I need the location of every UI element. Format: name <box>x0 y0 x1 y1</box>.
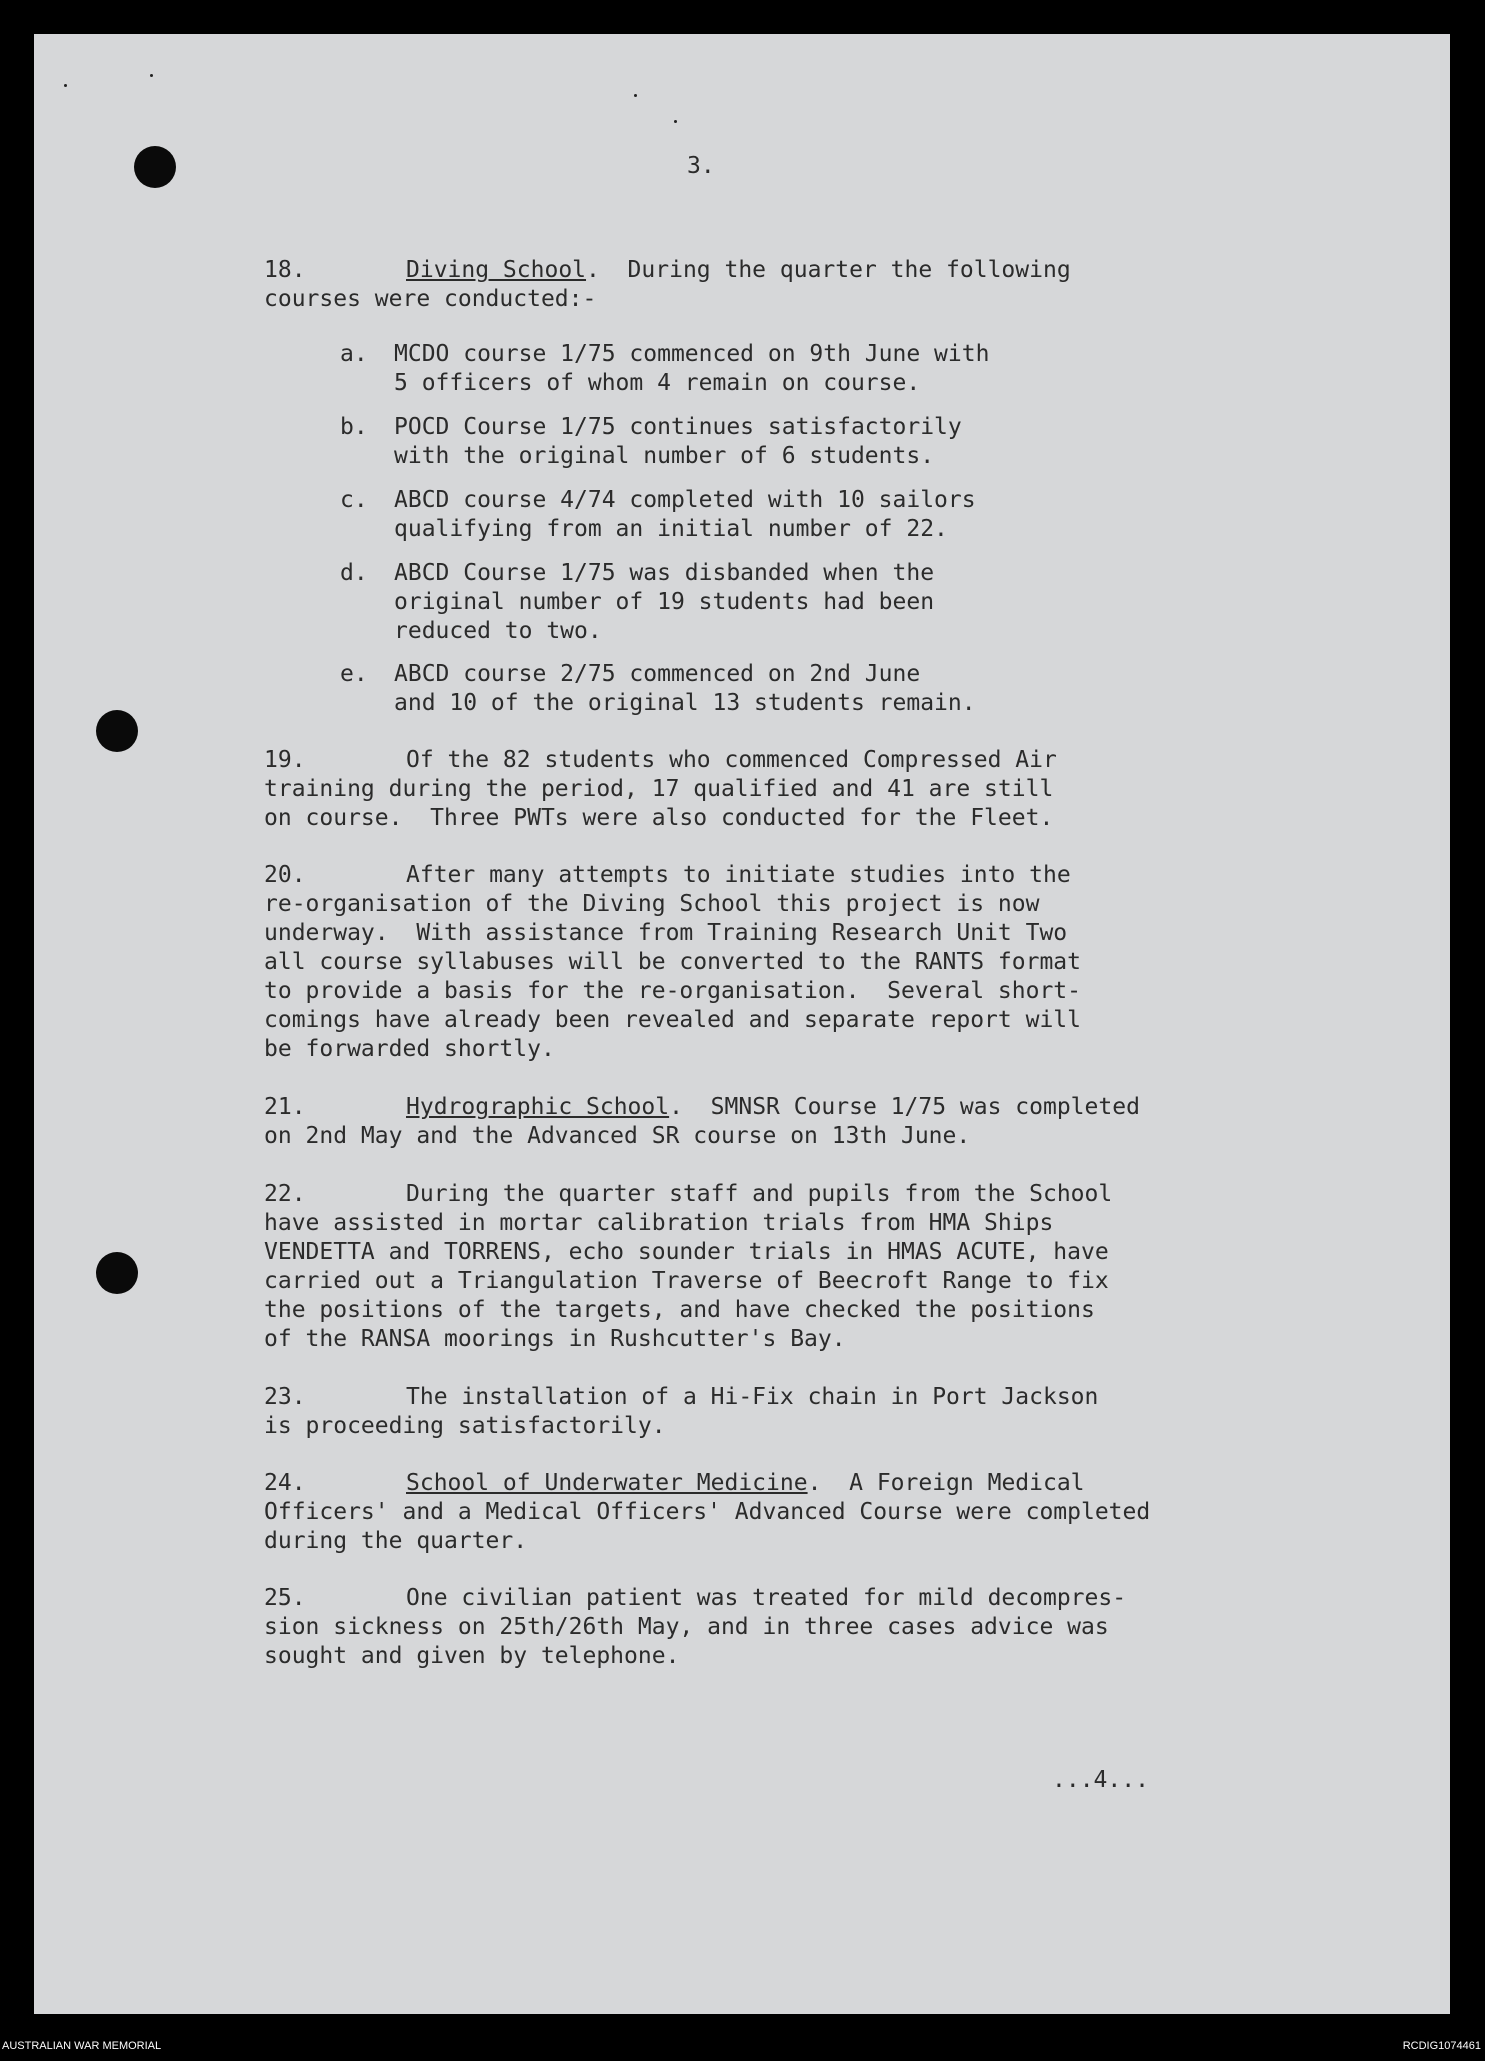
footer-institution: AUSTRALIAN WAR MEMORIAL <box>2 2040 162 2052</box>
list-letter: c. <box>340 487 368 513</box>
list-text: reduced to two. <box>394 618 602 644</box>
list-text: original number of 19 students had been <box>394 589 935 615</box>
paragraph-24 <box>264 1470 1264 1557</box>
speck <box>674 120 677 123</box>
paragraph-number: 22. <box>264 1181 306 1207</box>
paragraph-text: carried out a Triangulation Traverse of Beecroft Range to fix <box>264 1268 1109 1294</box>
paragraph-23 <box>264 1384 1264 1442</box>
paragraph-number: 25. <box>264 1585 306 1611</box>
paragraph-text: have assisted in mortar calibration trials from HMA Ships <box>264 1210 1054 1236</box>
paragraph-number: 18. <box>264 257 306 283</box>
list-text: and 10 of the original 13 students remain. <box>394 690 976 716</box>
list-text: ABCD course 4/74 completed with 10 sailors <box>394 487 976 513</box>
paragraph-text: of the RANSA moorings in Rushcutter's Bay. <box>264 1326 846 1352</box>
list-text: MCDO course 1/75 commenced on 9th June with <box>394 341 990 367</box>
paragraph-text: The installation of a Hi-Fix chain in Port Jackson <box>406 1384 1099 1410</box>
list-item <box>340 487 976 545</box>
list-text: ABCD Course 1/75 was disbanded when the <box>394 560 935 586</box>
speck <box>150 74 153 77</box>
page-number: 3. <box>687 153 715 179</box>
list-letter: a. <box>340 341 368 367</box>
speck <box>634 94 637 97</box>
speck <box>64 84 67 87</box>
paragraph-text: Of the 82 students who commenced Compressed Air <box>406 747 1057 773</box>
paragraph-21 <box>264 1094 1264 1152</box>
paragraph-text: Officers' and a Medical Officers' Advanced Course were completed <box>264 1499 1151 1525</box>
list-letter: e. <box>340 661 368 687</box>
paragraph-text: After many attempts to initiate studies into the <box>406 862 1071 888</box>
paragraph-text: sion sickness on 25th/26th May, and in three cases advice was <box>264 1614 1109 1640</box>
footer-record-id: RCDIG1074461 <box>1402 2040 1481 2052</box>
list-item <box>340 414 962 472</box>
paragraph-number: 21. <box>264 1094 306 1120</box>
paragraph-text: . During the quarter the following <box>586 257 1071 283</box>
paragraph-text: training during the period, 17 qualified and 41 are still <box>264 776 1054 802</box>
paragraph-text: be forwarded shortly. <box>264 1036 555 1062</box>
list-text: with the original number of 6 students. <box>394 443 935 469</box>
paragraph-number: 20. <box>264 862 306 888</box>
paragraph-text: to provide a basis for the re-organisation. Several short- <box>264 978 1081 1004</box>
paragraph-text: . A Foreign Medical <box>807 1470 1085 1496</box>
paragraph-text: on 2nd May and the Advanced SR course on 13th June. <box>264 1123 971 1149</box>
punch-hole-middle <box>96 710 138 752</box>
list-text: ABCD course 2/75 commenced on 2nd June <box>394 661 921 687</box>
paragraph-text: all course syllabuses will be converted to the RANTS format <box>264 949 1081 975</box>
paragraph-text: sought and given by telephone. <box>264 1643 680 1669</box>
paragraph-number: 23. <box>264 1384 306 1410</box>
paragraph-text: . SMNSR Course 1/75 was completed <box>669 1094 1140 1120</box>
paragraph-text: re-organisation of the Diving School this project is now <box>264 891 1040 917</box>
paragraph-number: 19. <box>264 747 306 773</box>
paragraph-20 <box>264 862 1264 1065</box>
continuation-marker: ...4... <box>1052 1767 1149 1793</box>
list-item <box>340 560 934 647</box>
section-heading: Hydrographic School <box>406 1094 670 1120</box>
list-letter: d. <box>340 560 368 586</box>
section-heading: Diving School <box>406 257 587 283</box>
list-item <box>340 661 976 719</box>
list-item <box>340 341 989 399</box>
paragraph-18 <box>264 257 1264 315</box>
paragraph-25 <box>264 1585 1264 1672</box>
paragraph-text: on course. Three PWTs were also conducted for the Fleet. <box>264 805 1054 831</box>
paragraph-text: is proceeding satisfactorily. <box>264 1413 666 1439</box>
paragraph-number: 24. <box>264 1470 306 1496</box>
punch-hole-bottom <box>96 1252 138 1294</box>
list-letter: b. <box>340 414 368 440</box>
paragraph-text: VENDETTA and TORRENS, echo sounder trials in HMAS ACUTE, have <box>264 1239 1109 1265</box>
paragraph-text: courses were conducted:- <box>264 286 597 312</box>
paragraph-text: During the quarter staff and pupils from the School <box>406 1181 1113 1207</box>
list-text: 5 officers of whom 4 remain on course. <box>394 370 921 396</box>
paragraph-text: underway. With assistance from Training Research Unit Two <box>264 920 1068 946</box>
paragraph-text: One civilian patient was treated for mild decompres- <box>406 1585 1127 1611</box>
list-text: POCD Course 1/75 continues satisfactorily <box>394 414 962 440</box>
paragraph-text: the positions of the targets, and have checked the positions <box>264 1297 1095 1323</box>
paragraph-19 <box>264 747 1264 834</box>
punch-hole-top <box>134 146 176 188</box>
list-text: qualifying from an initial number of 22. <box>394 516 948 542</box>
paragraph-text: during the quarter. <box>264 1528 528 1554</box>
paragraph-22 <box>264 1181 1264 1355</box>
paragraph-text: comings have already been revealed and separate report will <box>264 1007 1081 1033</box>
section-heading: School of Underwater Medicine <box>406 1470 808 1496</box>
